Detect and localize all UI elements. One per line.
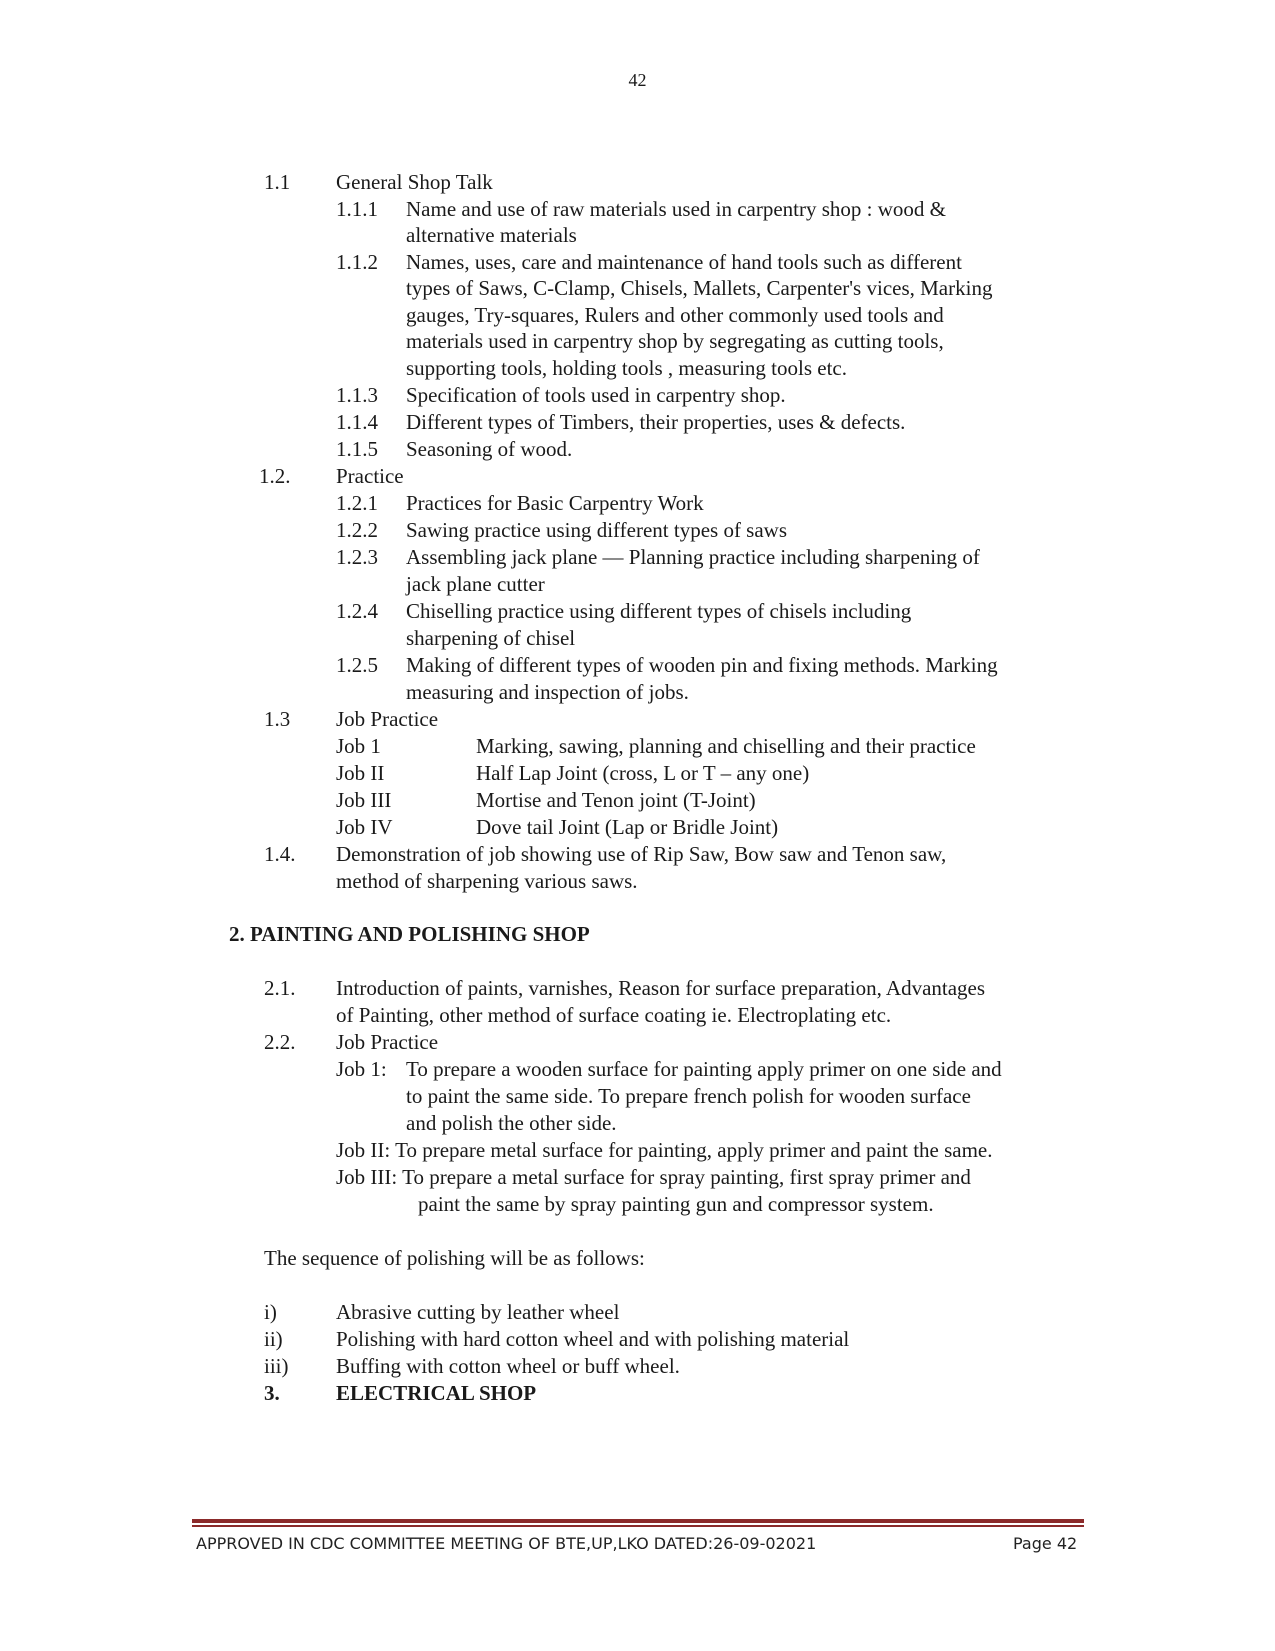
- text-line: Introduction of paints, varnishes, Reason for surface preparation, Advantages: [336, 976, 986, 1000]
- text-line: alternative materials: [406, 223, 577, 247]
- text-line: 1.2.2: [336, 518, 378, 542]
- text-line: Job IV: [336, 815, 393, 839]
- text-line: General Shop Talk: [336, 170, 493, 194]
- text-line: paint the same by spray painting gun and compressor system.: [418, 1192, 934, 1216]
- text-line: Different types of Timbers, their properties, uses & defects.: [406, 410, 906, 434]
- footer-approval-note: APPROVED IN CDC COMMITTEE MEETING OF BTE,UP,LKO DATED:26-09-02021: [196, 1534, 817, 1553]
- text-line: gauges, Try-squares, Rulers and other commonly used tools and: [406, 303, 944, 327]
- text-line: 1.1.2: [336, 250, 378, 274]
- text-line: materials used in carpentry shop by segregating as cutting tools,: [406, 329, 944, 353]
- text-line: ii): [264, 1327, 283, 1351]
- text-line: Seasoning of wood.: [406, 437, 573, 461]
- text-line: Job Practice: [336, 1030, 439, 1054]
- footer-page-label: Page 42: [1013, 1534, 1078, 1553]
- text-line: Mortise and Tenon joint (T-Joint): [476, 788, 756, 812]
- text-line: 2.1.: [264, 976, 296, 1000]
- text-line: Job II: [336, 761, 385, 785]
- text-line: The sequence of polishing will be as follows:: [264, 1246, 645, 1270]
- text-line: Job III: To prepare a metal surface for spray painting, first spray primer and: [336, 1165, 971, 1189]
- text-line: To prepare a wooden surface for painting apply primer on one side and: [406, 1057, 1002, 1081]
- section-heading: ELECTRICAL SHOP: [336, 1381, 537, 1405]
- text-line: i): [264, 1300, 277, 1324]
- text-line: and polish the other side.: [406, 1111, 617, 1135]
- text-line: 1.3: [264, 707, 291, 731]
- text-line: Job II: To prepare metal surface for painting, apply primer and paint the same.: [336, 1138, 993, 1162]
- text-line: types of Saws, C-Clamp, Chisels, Mallets, Carpenter's vices, Marking: [406, 276, 993, 300]
- text-line: Buffing with cotton wheel or buff wheel.: [336, 1354, 680, 1378]
- text-line: Dove tail Joint (Lap or Bridle Joint): [476, 815, 779, 839]
- footer-rule-thin: [192, 1525, 1084, 1527]
- section-heading: 3.: [264, 1381, 280, 1405]
- text-line: Chiselling practice using different types of chisels including: [406, 599, 912, 623]
- text-line: 1.2.1: [336, 491, 378, 515]
- text-line: Practice: [336, 464, 404, 488]
- text-line: measuring and inspection of jobs.: [406, 680, 689, 704]
- text-line: 1.2.: [259, 464, 291, 488]
- text-line: of Painting, other method of surface coating ie. Electroplating etc.: [336, 1003, 892, 1027]
- text-line: Name and use of raw materials used in carpentry shop : wood &: [406, 197, 947, 221]
- text-line: Polishing with hard cotton wheel and with polishing material: [336, 1327, 850, 1351]
- text-line: 1.2.5: [336, 653, 378, 677]
- text-line: 1.4.: [264, 842, 296, 866]
- text-line: iii): [264, 1354, 289, 1378]
- text-line: 1.1.1: [336, 197, 378, 221]
- text-line: 1.1.4: [336, 410, 378, 434]
- text-line: 1.2.4: [336, 599, 378, 623]
- text-line: Job 1: [336, 734, 381, 758]
- text-line: jack plane cutter: [406, 572, 545, 596]
- text-line: Job 1:: [336, 1057, 387, 1081]
- text-line: method of sharpening various saws.: [336, 869, 638, 893]
- text-line: Marking, sawing, planning and chiselling and their practice: [476, 734, 976, 758]
- text-line: 2.2.: [264, 1030, 296, 1054]
- text-line: Abrasive cutting by leather wheel: [336, 1300, 620, 1324]
- section-heading: 2. PAINTING AND POLISHING SHOP: [229, 922, 590, 946]
- text-line: Half Lap Joint (cross, L or T – any one): [476, 761, 810, 785]
- text-line: 1.1.3: [336, 383, 378, 407]
- text-line: to paint the same side. To prepare french polish for wooden surface: [406, 1084, 971, 1108]
- text-line: supporting tools, holding tools , measuring tools etc.: [406, 356, 847, 380]
- text-line: Specification of tools used in carpentry shop.: [406, 383, 786, 407]
- text-line: Job Practice: [336, 707, 439, 731]
- text-line: 1.1: [264, 170, 291, 194]
- text-line: Names, uses, care and maintenance of hand tools such as different: [406, 250, 962, 274]
- text-line: 1.2.3: [336, 545, 378, 569]
- text-line: Assembling jack plane — Planning practice including sharpening of: [406, 545, 980, 569]
- text-line: Sawing practice using different types of saws: [406, 518, 788, 542]
- text-line: Demonstration of job showing use of Rip Saw, Bow saw and Tenon saw,: [336, 842, 947, 866]
- text-line: 1.1.5: [336, 437, 378, 461]
- text-line: Making of different types of wooden pin and fixing methods. Marking: [406, 653, 998, 677]
- text-line: sharpening of chisel: [406, 626, 576, 650]
- footer-rule-thick: [192, 1519, 1084, 1523]
- text-line: Job III: [336, 788, 392, 812]
- page-number: 42: [628, 70, 647, 90]
- text-line: Practices for Basic Carpentry Work: [406, 491, 704, 515]
